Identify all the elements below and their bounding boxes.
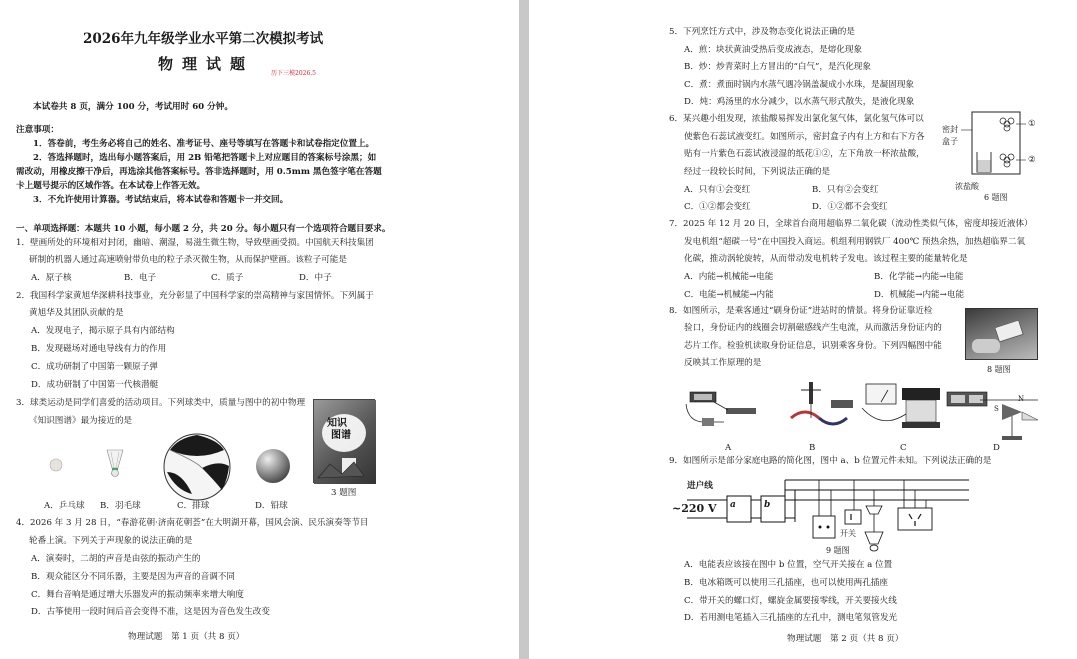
question-6-stem: 贴有一片紫色石蕊试液浸湿的纸花①②，左下角放一杯浓盐酸， xyxy=(684,149,925,159)
question-8-stem: 8．如图所示，是乘客通过“刷身份证”进站时的情景。将身份证靠近检 xyxy=(669,306,933,316)
figure-8-caption: 8 题图 xyxy=(987,365,1011,374)
exam-tag: 历下三模2026.5 xyxy=(271,70,316,77)
option-q9-c[interactable]: C．带开关的螺口灯，螺旋金属要接零线，开关要接火线 xyxy=(684,596,897,606)
sealed-box-label: 密封 xyxy=(942,125,958,134)
paper-flower-2-marker: ② xyxy=(1028,155,1036,165)
question-2-stem: 黄旭华及其团队贡献的是 xyxy=(29,308,124,318)
option-q6-d[interactable]: D．①②都不会变红 xyxy=(812,202,888,212)
option-q3-b[interactable]: B．羽毛球 xyxy=(100,501,141,511)
option-q2-c[interactable]: C．成功研制了中国第一颗原子弹 xyxy=(31,362,158,372)
option-q5-d[interactable]: D．炖：鸡汤里的水分减少，以水蒸气形式散失，是液化现象 xyxy=(684,97,915,107)
apparatus-label-c: C xyxy=(900,443,907,453)
question-7-stem: 化碳，推动涡轮旋转，从而带动发电机转子发电。该过程主要的能量转化是 xyxy=(684,254,968,264)
figure-9-caption: 9 题图 xyxy=(826,546,850,555)
option-q9-b[interactable]: B．电冰箱既可以使用三孔插座，也可以使用两孔插座 xyxy=(684,578,888,588)
book-decoration-image xyxy=(314,456,368,482)
option-q9-a[interactable]: A．电能表应该接在图中 b 位置，空气开关接在 a 位置 xyxy=(684,560,893,570)
shot-put-image xyxy=(251,446,295,486)
page-1-footer: 物理试题 第 1 页（共 8 页） xyxy=(128,632,245,642)
incoming-line-label: 进户线 xyxy=(687,481,713,491)
ping-pong-ball-image xyxy=(45,455,65,475)
question-4-stem: 4．2026 年 3 月 28 日，“春游花朝·济南花朝荟”在大明湖开幕，国风会演、民乐演奏等节目 xyxy=(16,518,369,528)
question-7-stem: 发电机组“超碳一号”在中国投入商运。机组利用钢铁厂 400℃ 预热余热，加热超临界二氧 xyxy=(684,237,1026,247)
book-title-line: 知识 xyxy=(327,418,347,429)
option-q4-b[interactable]: B．观众能区分不同乐器，主要是因为声音的音调不同 xyxy=(31,572,235,582)
question-7-stem: 7．2025 年 12 月 20 日，全球首台商用超临界二氧化碳（流动性类似气体，密度却接近液体） xyxy=(669,219,1033,229)
apparatus-label-d: D xyxy=(993,443,1000,453)
option-q2-a[interactable]: A．发现电子，揭示原子具有内部结构 xyxy=(31,326,175,336)
question-3-stem: 《知识图谱》最为接近的是 xyxy=(29,416,133,426)
notice-line: 3．不允许使用计算器。考试结束后，将本试卷和答题卡一并交回。 xyxy=(33,195,289,205)
option-q9-d[interactable]: D．若用测电笔插入三孔插座的左孔中，测电笔氖管发光 xyxy=(684,613,898,623)
option-q7-a[interactable]: A．内能→机械能→电能 xyxy=(684,272,774,282)
page-2-footer: 物理试题 第 2 页（共 8 页） xyxy=(787,634,904,644)
shuttlecock-image xyxy=(104,448,126,480)
switch-label: 开关 xyxy=(840,529,856,538)
notice-line: 1．答卷前，考生务必将自己的姓名、准考证号、座号等填写在答题卡和试卷指定位置上。 xyxy=(33,139,375,149)
question-6-stem: 使紫色石蕊试液变红。如图所示，密封盒子内有上方和右下方各 xyxy=(684,132,925,142)
compass-s-label: S xyxy=(994,405,999,413)
notice-line: 2．答选择题时，选出每小题答案后，用 2B 铅笔把答题卡上对应题目的答案标号涂黑；如 xyxy=(33,153,377,163)
notice-line: 需改动，用橡皮擦干净后，再选涂其他答案标号。答非选择题时，用 0.5mm 黑色签字笔在答题 xyxy=(16,167,382,177)
figure-6-caption: 6 题图 xyxy=(984,193,1008,202)
compass-n-label: N xyxy=(1018,395,1025,403)
apparatus-label-b: B xyxy=(809,443,816,453)
household-circuit-diagram xyxy=(669,470,969,560)
option-q4-d[interactable]: D．古筝使用一段时间后音会变得不准，这是因为音色发生改变 xyxy=(31,607,270,617)
volleyball-image xyxy=(162,432,232,502)
question-8-stem: 反映其工作原理的是 xyxy=(684,358,762,368)
option-q1-a[interactable]: A．原子核 xyxy=(31,273,72,283)
question-8-stem: 验口，身份证内的线圈会切割磁感线产生电流，从而激活身份证内的 xyxy=(684,323,942,333)
option-q3-a[interactable]: A．乒乓球 xyxy=(44,501,85,511)
option-q1-c[interactable]: C．质子 xyxy=(211,273,244,283)
apparatus-d-diagram xyxy=(976,386,1046,444)
option-q6-b[interactable]: B．只有②会变红 xyxy=(812,185,879,195)
option-q6-a[interactable]: A．只有①会变红 xyxy=(684,185,751,195)
apparatus-b-diagram xyxy=(787,378,861,440)
voltage-label: ~220 V xyxy=(672,502,717,515)
option-q5-b[interactable]: B．炒：炒青菜时上方冒出的“白气”，是汽化现象 xyxy=(684,62,871,72)
option-q7-d[interactable]: D．机械能→内能→电能 xyxy=(874,290,965,300)
exam-intro: 本试卷共 8 页，满分 100 分，考试用时 60 分钟。 xyxy=(33,102,233,112)
option-q4-c[interactable]: C．舞台音响是通过增大乐器发声的振动频率来增大响度 xyxy=(31,590,244,600)
option-q3-c[interactable]: C．排球 xyxy=(177,501,210,511)
figure-3-caption: 3 题图 xyxy=(331,488,357,498)
question-8-stem: 芯片工作。检验机读取身份证信息，识别乘客身份。下列四幅图中能 xyxy=(684,341,942,351)
question-2-stem: 2．我国科学家黄旭华深耕科技事业，充分彰显了中国科学家的崇高精神与家国情怀。下列属于 xyxy=(16,291,374,301)
option-q6-c[interactable]: C．①②都会变红 xyxy=(684,202,751,212)
exam-page-2[interactable] xyxy=(529,0,1077,659)
notice-heading: 注意事项： xyxy=(16,125,59,135)
id-card-swipe-photo xyxy=(965,308,1038,360)
option-q3-d[interactable]: D．铅球 xyxy=(255,501,288,511)
option-q5-a[interactable]: A．煎：块状黄油受热后变成液态，是熔化现象 xyxy=(684,45,863,55)
exam-page-1[interactable] xyxy=(0,0,519,659)
sealed-box-label: 盒子 xyxy=(942,137,958,146)
book-title-line: 图谱 xyxy=(331,430,351,441)
option-q7-c[interactable]: C．电能→机械能→内能 xyxy=(684,290,774,300)
option-q2-d[interactable]: D．成功研制了中国第一代核潜艇 xyxy=(31,380,159,390)
option-q1-b[interactable]: B．电子 xyxy=(124,273,157,283)
exam-title: 2026年九年级学业水平第二次模拟考试 xyxy=(83,31,324,47)
page-divider xyxy=(519,0,529,659)
paper-flower-1-marker: ① xyxy=(1028,119,1036,129)
option-q5-c[interactable]: C．煮：煮面时锅内水蒸气遇冷锅盖凝成小水珠，是凝固现象 xyxy=(684,80,915,90)
option-q4-a[interactable]: A．演奏时，二胡的声音是由弦的振动产生的 xyxy=(31,554,201,564)
exam-subtitle: 物理试题 xyxy=(158,55,255,73)
apparatus-a-diagram xyxy=(684,378,764,438)
element-b-label: b xyxy=(764,500,771,510)
question-9-stem: 9．如图所示是部分家庭电路的简化图，图中 a、b 位置元件未知。下列说法正确的是 xyxy=(669,456,992,466)
notice-line: 卡上题号提示的区域作答。在本试卷上作答无效。 xyxy=(16,181,206,191)
apparatus-label-a: A xyxy=(725,443,732,453)
question-4-stem: 轮番上演。下列关于声现象的说法正确的是 xyxy=(29,536,193,546)
question-5-stem: 5．下列烹饪方式中，涉及物态变化说法正确的是 xyxy=(669,27,855,37)
option-q7-b[interactable]: B．化学能→内能→电能 xyxy=(874,272,964,282)
option-q1-d[interactable]: D．中子 xyxy=(299,273,332,283)
section-heading: 一、单项选择题：本题共 10 小题，每小题 2 分，共 20 分。每小题只有一个选项符合题目要求。 xyxy=(16,224,391,234)
question-6-stem: 6．某兴趣小组发现，浓盐酸易挥发出氯化氢气体，氯化氢气体可以 xyxy=(669,114,924,124)
question-1-stem: 研制的机器人通过高速喷射带负电的粒子杀灭微生物，从而保护壁画。该粒子可能是 xyxy=(29,255,347,265)
question-6-stem: 经过一段较长时间，下列说法正确的是 xyxy=(684,167,831,177)
apparatus-c-diagram xyxy=(862,382,946,442)
conc-acid-label: 浓盐酸 xyxy=(955,182,979,191)
element-a-label: a xyxy=(730,500,736,510)
question-1-stem: 1．壁画所处的环境相对封闭，幽暗、潮湿，易滋生微生物，导致壁画受损。中国航天科技集团 xyxy=(16,238,374,248)
option-q2-b[interactable]: B．发现磁场对通电导线有力的作用 xyxy=(31,344,167,354)
question-3-stem: 3．球类运动是同学们喜爱的活动项目。下列球类中，质量与图中的初中物理 xyxy=(16,398,306,408)
